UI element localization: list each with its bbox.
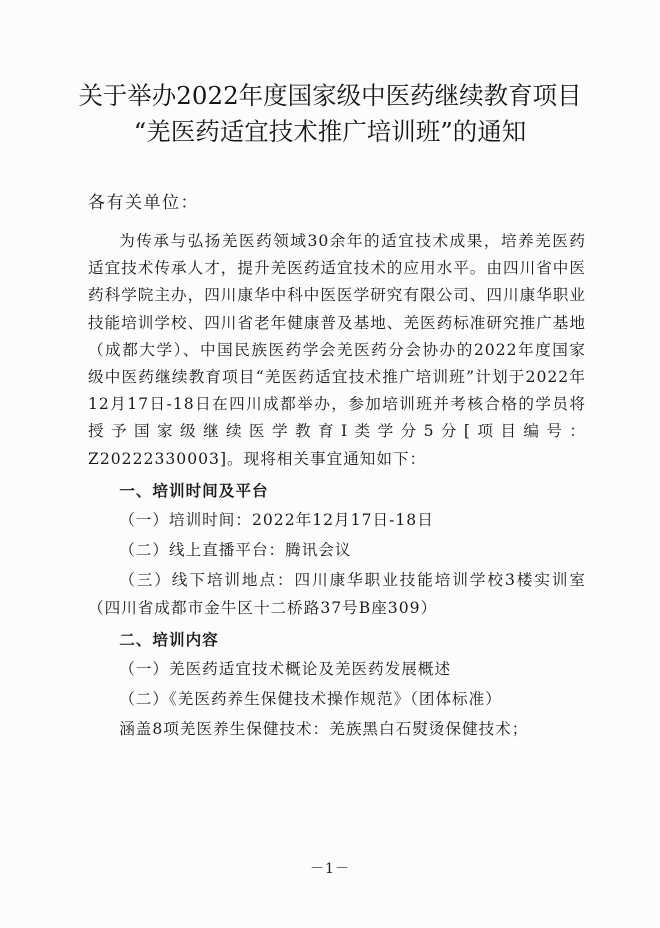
title-line-1: 关于举办2022年度国家级中医药继续教育项目 [78,81,582,110]
page-number: －1－ [310,861,350,877]
section-2-item-3: 涵盖8项羌医养生保健技术：羌族黑白石熨烫保健技术； [119,720,529,739]
section-2-item-2: （二）《羌医药养生保健技术操作规范》（团体标准） [119,690,502,709]
section-1-item-2: （二）线上直播平台：腾讯会议 [119,541,352,560]
section-1-item-3: （三）线下培训地点：四川康华职业技能培训学校3楼实训室（四川省成都市金牛区十二桥路37号B座309） [88,571,586,617]
intro-paragraph: 为传承与弘扬羌医药领域30余年的适宜技术成果，培养羌医药适宜技术传承人才，提升羌医药适宜技术的应用水平。由四川省中医药科学院主办，四川康华中科中医医学研究有限公司、四川康华职业技能培训学校、四川省老年健康普及基地、羌医药标准研究推广基地（成都大学）、中国民族医药学会羌医药分会协办的2022年度国家级中医药继续教育项目“羌医药适宜技术推广培训班”计划于2022年12月17日-18日在四川成都举办，参加培训班并考核合格的学员将授予国家级继续医学教育Ⅰ类学分5分[项目编号：Z20222330003]。现将相关事宜通知如下： [88,232,586,468]
salutation: 各有关单位： [88,193,199,213]
notice-title [60,78,600,150]
section-2-heading: 二、培训内容 [119,629,219,649]
section-1-heading: 一、培训时间及平台 [119,480,269,500]
section-1-item-1: （一）培训时间：2022年12月17日-18日 [119,511,434,530]
title-line-2: “羌医药适宜技术推广培训班”的通知 [133,117,527,146]
section-2-item-1: （一）羌医药适宜技术概论及羌医药发展概述 [119,660,452,679]
document-body [88,228,586,744]
